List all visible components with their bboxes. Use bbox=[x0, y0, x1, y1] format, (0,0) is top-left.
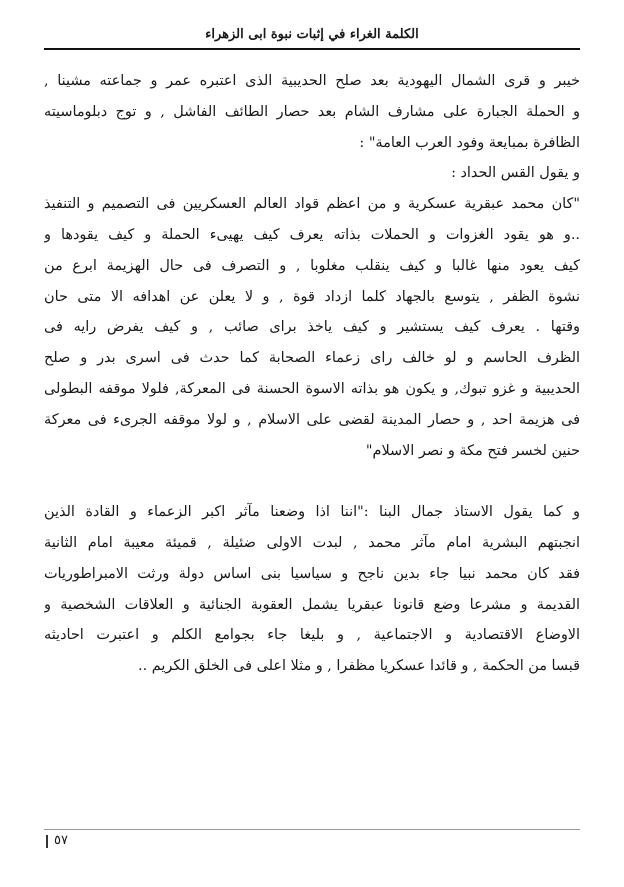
text-line: القديمة و مشرعا وضع قانونا عبقريا يشمل العقوبة الجنائية و العلاقات الشخصية و bbox=[44, 596, 580, 613]
quote-line: الظرف الحاسم و لو خالف راى زعماء الصحابة كما حدث فى اسرى بدر و صلح bbox=[44, 350, 580, 367]
paragraph-gap bbox=[44, 466, 580, 497]
quote-line: ..و هو يقود الغزوات و الحملات بذاته يعرف كيف يهيىء الحملة و كيف يقودها و bbox=[44, 226, 580, 243]
quote-line: الحديبية و غزو تبوك, و يكون هو بذاته الاسوة الحسنة فى المعركة, فلولا موقفه البطولى bbox=[44, 380, 580, 397]
page-number-label: ٥٧ bbox=[54, 833, 68, 848]
quote-line: فى هزيمة احد , و حصار المدينة لقضى على الاسلام , و لولا موقفه الجرىء فى معركة bbox=[44, 411, 580, 428]
quote-line: كيف يعود منها غالبا و كيف ينقلب مغلوبا , و التصرف فى حال الهزيمة ابرع من bbox=[44, 257, 580, 274]
body-text bbox=[44, 66, 580, 682]
page-number bbox=[46, 832, 68, 850]
quote-line: حنين لخسر فتح مكة و نصر الاسلام" bbox=[365, 442, 580, 459]
text-line: و يقول القس الحداد : bbox=[451, 165, 580, 182]
running-header: الكلمة الغراء في إثبات نبوة ابى الزهراء bbox=[205, 27, 419, 42]
text-line: الظافرة بمبايعة وفود العرب العامة" : bbox=[359, 134, 580, 151]
text-line: فقد كان محمد نبيا جاء بدين ناجح و سياسيا بنى اساس دولة ورثت الامبراطوريات bbox=[44, 565, 580, 582]
text-line: قبسا من الحكمة , و قائدا عسكريا مظفرا , و مثلا اعلى فى الخلق الكريم .. bbox=[138, 658, 580, 675]
footer-rule bbox=[44, 829, 580, 830]
text-line: و كما يقول الاستاذ جمال البنا :"اننا اذا وضعنا مآثر اكبر الزعماء و القادة الذين bbox=[44, 504, 580, 521]
text-line: خيبر و قرى الشمال اليهودية بعد صلح الحديبية الذى اعتبره عمر و جماعته مشينا , bbox=[44, 73, 580, 89]
text-line: و الحملة الجبارة على مشارف الشام بعد حصار الطائف الفاشل , و توج دبلوماسيته bbox=[44, 103, 580, 120]
quote-line: نشوة الظفر , يتوسع بالجهاد كلما ازداد قوة , و لا يعلن عن اهدافه الا متى حان bbox=[44, 288, 580, 305]
text-line: الاوضاع الاقتصادية و الاجتماعية , و بليغا جاء بجوامع الكلم و اعتبرت احاديثه bbox=[44, 627, 580, 644]
header-rule bbox=[44, 48, 580, 50]
page-number-divider bbox=[46, 835, 48, 848]
quote-line: "كان محمد عبقرية عسكرية و من اعظم قواد العالم العسكريين فى التصميم و التنفيذ bbox=[44, 196, 580, 213]
text-line: انجبتهم البشرية امام مآثر محمد , لبدت الاولى ضئيلة , قميئة معيبة امام الثانية bbox=[44, 534, 580, 551]
quote-line: وقتها . يعرف كيف يستشير و كيف ياخذ براى صائب , و كيف يفرض رايه فى bbox=[44, 319, 580, 336]
